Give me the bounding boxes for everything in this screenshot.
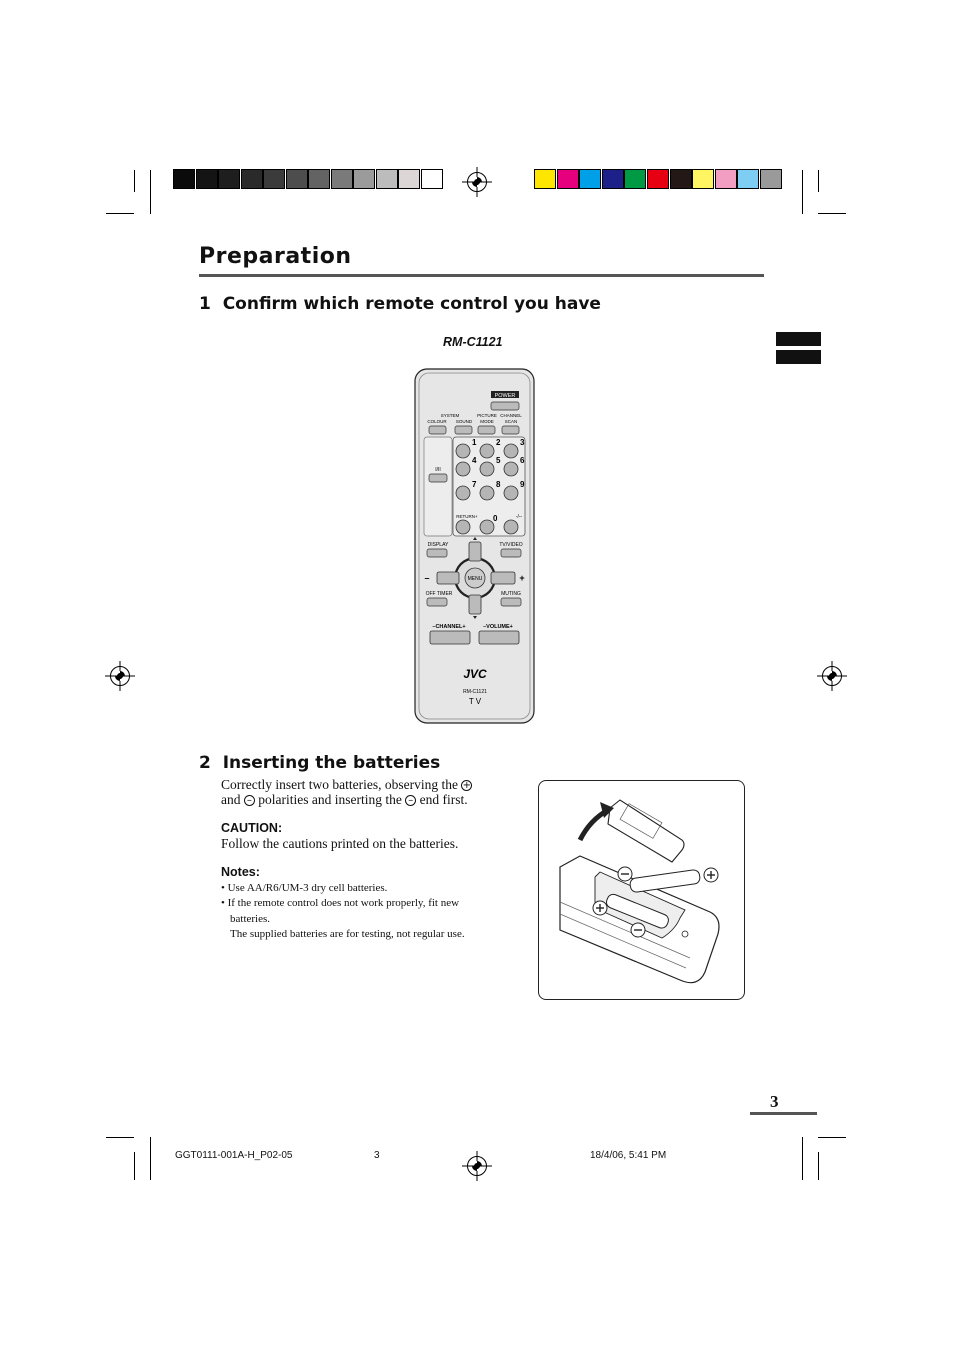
title-rule: [199, 274, 764, 277]
crop-mark: [802, 170, 803, 214]
gray-swatch: [286, 169, 308, 189]
intro-text-part: polarities and inserting the: [258, 792, 402, 807]
remote-digit-label: 6: [520, 456, 525, 465]
remote-digit-button: [480, 462, 494, 476]
remote-off-timer-label: OFF TIMER: [425, 591, 453, 597]
note-text: Use AA/R6/UM-3 dry cell batteries.: [227, 882, 388, 894]
gray-swatch: [173, 169, 195, 189]
remote-system-label: SYSTEM: [440, 413, 460, 418]
color-swatch: [534, 169, 556, 189]
crop-mark: [150, 170, 151, 214]
gray-swatch: [308, 169, 330, 189]
language-tab: [776, 350, 821, 364]
remote-digit-button: [480, 444, 494, 458]
color-swatch: [579, 169, 601, 189]
remote-muting-button: [501, 598, 521, 606]
remote-tv-video-button: [501, 549, 521, 557]
page-number: 3: [770, 1092, 779, 1111]
plus-polarity-icon: +: [462, 780, 471, 791]
notes-label: Notes:: [221, 865, 260, 879]
intro-text-part: end first.: [419, 792, 468, 807]
intro-text: [221, 777, 521, 807]
footer-page: 3: [374, 1150, 380, 1161]
page-number-rule: [750, 1112, 817, 1115]
color-swatch: [692, 169, 714, 189]
crop-mark: [802, 1137, 803, 1180]
remote-digit-button: [456, 444, 470, 458]
color-swatch: [557, 169, 579, 189]
remote-display-button: [427, 549, 447, 557]
remote-tv-label: T V: [468, 697, 482, 706]
remote-left-button: [437, 572, 459, 584]
gray-swatch: [241, 169, 263, 189]
crop-mark: [818, 213, 846, 214]
remote-sound-button: [455, 426, 472, 434]
remote-channel-scan-label: CHANNEL: [500, 413, 522, 418]
gray-swatch: [196, 169, 218, 189]
intro-text-part: Correctly insert two batteries, observing the: [221, 777, 458, 792]
gray-swatch: [398, 169, 420, 189]
caution-text: Follow the cautions printed on the batteries.: [221, 836, 459, 851]
remote-minus-label: –: [424, 573, 430, 583]
remote-ii-button: [429, 474, 447, 482]
remote-up-button: [469, 542, 481, 561]
crop-mark: [106, 1137, 134, 1138]
remote-brand-logo: JVC: [463, 667, 487, 681]
section-1-heading: [199, 294, 601, 314]
remote-digit-button: [504, 444, 518, 458]
remote-menu-label: MENU: [467, 576, 483, 582]
remote-digit-label: 2: [496, 438, 501, 447]
remote-digit-label: 7: [472, 480, 477, 489]
remote-digit-button: [480, 486, 494, 500]
gray-swatch: [263, 169, 285, 189]
registration-mark-icon: [467, 172, 487, 192]
registration-mark-icon: [110, 666, 130, 686]
remote-down-button: [469, 595, 481, 614]
remote-scan-label: SCAN: [504, 419, 518, 424]
remote-picture-label: PICTURE: [477, 413, 497, 418]
remote-colour-button: [429, 426, 446, 434]
crop-mark: [134, 1152, 135, 1180]
remote-digit-label: 3: [520, 438, 525, 447]
remote-display-label: DISPLAY: [427, 542, 449, 548]
note-1: • Use AA/R6/UM-3 dry cell batteries.: [221, 882, 388, 894]
remote-digit-button: [504, 486, 518, 500]
remote-digit-label: 1: [472, 438, 477, 447]
language-tab: [776, 332, 821, 346]
note-text: batteries.: [230, 913, 271, 925]
remote-off-timer-button: [427, 598, 447, 606]
gray-swatch: [331, 169, 353, 189]
color-swatch: [737, 169, 759, 189]
remote-muting-label: MUTING: [501, 591, 521, 597]
crop-mark: [134, 170, 135, 192]
model-caption: RM-C1121: [443, 335, 503, 349]
caution-label: CAUTION:: [221, 821, 283, 835]
gray-swatch: [218, 169, 240, 189]
remote-picture-mode-button: [478, 426, 495, 434]
remote-power-button: [491, 402, 519, 410]
section-title: Confirm which remote control you have: [222, 294, 601, 314]
remote-colour-label: COLOUR: [427, 419, 447, 424]
remote-volume-button: [479, 631, 519, 644]
remote-volume-label: –VOLUME+: [483, 624, 513, 630]
footer-file: GGT0111-001A-H_P02-05: [175, 1150, 293, 1161]
remote-return-label: RETURN+: [456, 514, 478, 519]
crop-mark: [106, 213, 134, 214]
registration-mark-icon: [467, 1156, 487, 1176]
note-text: The supplied batteries are for testing, not regular use.: [230, 928, 465, 940]
remote-dash-button: [504, 520, 518, 534]
remote-channel-button: [430, 631, 470, 644]
section-2-heading: [199, 753, 440, 773]
color-swatch: [624, 169, 646, 189]
remote-ii-label: I/II: [435, 467, 441, 473]
note-2: • If the remote control does not work properly, fit new: [221, 897, 460, 909]
intro-text-part: and: [221, 792, 241, 807]
remote-digit-button: [480, 520, 494, 534]
remote-digit-label: 5: [496, 456, 501, 465]
color-swatch: [670, 169, 692, 189]
remote-tv-video-label: TV/VIDEO: [499, 542, 523, 548]
color-swatch: [647, 169, 669, 189]
remote-channel-label: –CHANNEL+: [432, 624, 466, 630]
section-title: Inserting the batteries: [222, 753, 441, 773]
battery-insertion-illustration: [540, 782, 744, 998]
remote-mode-label: MODE: [480, 419, 494, 424]
remote-digit-button: [456, 462, 470, 476]
remote-dash-label: -/--: [515, 514, 523, 520]
remote-control-illustration: [412, 366, 538, 726]
gray-swatch: [421, 169, 443, 189]
crop-mark: [150, 1137, 151, 1180]
remote-digit-label: 0: [493, 514, 498, 523]
remote-model-label: RM-C1121: [463, 689, 487, 695]
remote-digit-label: 9: [520, 480, 525, 489]
remote-digit-button: [504, 462, 518, 476]
remote-power-label: POWER: [494, 393, 516, 399]
gray-swatch: [353, 169, 375, 189]
color-swatch: [602, 169, 624, 189]
remote-digit-label: 4: [472, 456, 477, 465]
remote-right-button: [491, 572, 515, 584]
crop-mark: [818, 1152, 819, 1180]
crop-mark: [818, 1137, 846, 1138]
remote-digit-label: 8: [496, 480, 501, 489]
crop-mark: [818, 170, 819, 192]
note-2-continued: [230, 912, 270, 927]
gray-swatch: [376, 169, 398, 189]
minus-polarity-icon: –: [405, 795, 416, 806]
footer-date: 18/4/06, 5:41 PM: [590, 1150, 667, 1161]
minus-polarity-icon: –: [244, 795, 255, 806]
remote-digit-button: [456, 486, 470, 500]
registration-mark-icon: [822, 666, 842, 686]
section-number: 1: [199, 294, 211, 314]
section-number: 2: [199, 753, 211, 773]
remote-return-button: [456, 520, 470, 534]
remote-plus-label: +: [519, 573, 525, 583]
note-3: [230, 927, 465, 942]
note-text: If the remote control does not work properly, fit new: [227, 897, 460, 909]
color-swatch: [760, 169, 782, 189]
page-title: Preparation: [199, 244, 352, 269]
remote-channel-scan-button: [502, 426, 519, 434]
remote-sound-label: SOUND: [455, 419, 473, 424]
color-swatch: [715, 169, 737, 189]
